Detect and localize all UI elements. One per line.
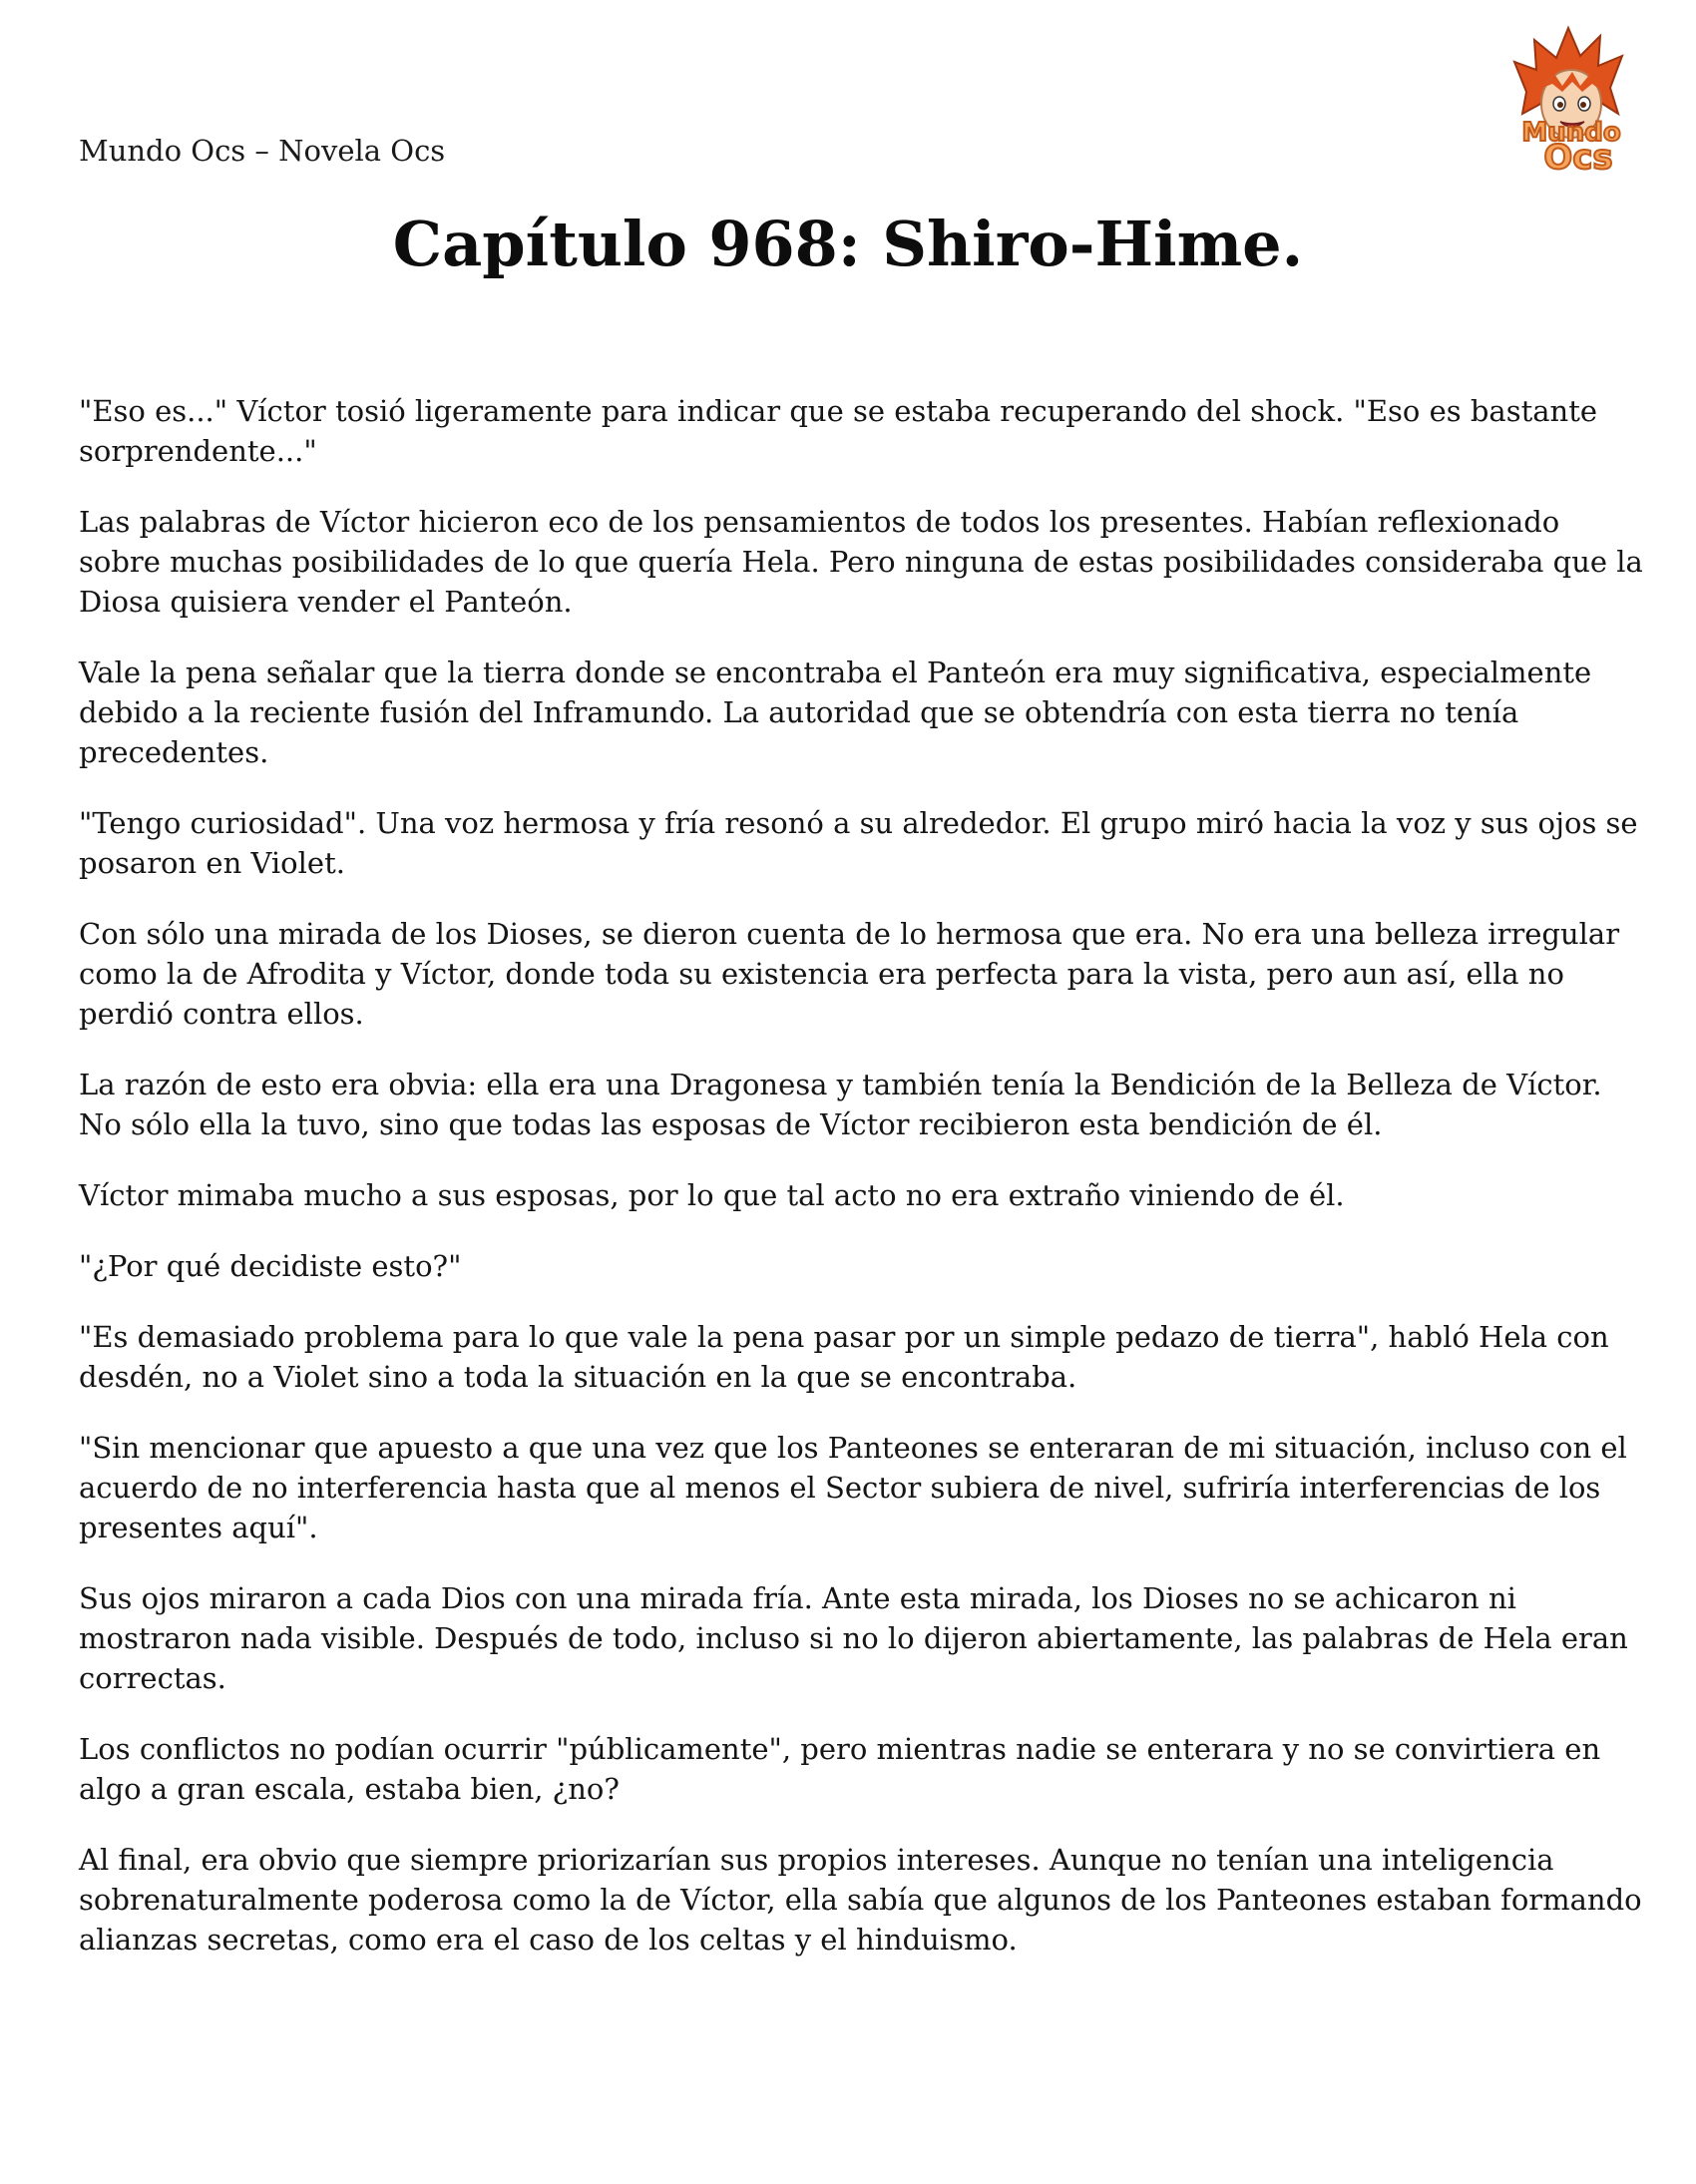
mundo-ocs-logo: [1496, 22, 1646, 177]
paragraph: "¿Por qué decidiste esto?": [79, 1249, 462, 1283]
paragraph: Los conflictos no podían ocurrir "públicamente", pero mientras nadie se enterara y no se convirtiera en algo a gran escala, estaba bien, ¿no?: [79, 1732, 1601, 1806]
paragraph: Con sólo una mirada de los Dioses, se dieron cuenta de lo hermosa que era. No era una belleza irregular como la de Afrodita y Víctor, donde toda su existencia era perfecta para la vista, pero aun así, ella no perdió contra ellos.: [79, 917, 1620, 1031]
logo-wordmark: [1496, 117, 1646, 177]
paragraph: "Es demasiado problema para lo que vale la pena pasar por un simple pedazo de tierra", habló Hela con desdén, no a Violet sino a toda la situación en la que se encontraba.: [79, 1320, 1609, 1394]
paragraph: Al final, era obvio que siempre priorizarían sus propios intereses. Aunque no tenían una inteligencia sobrenaturalmente poderosa como la de Víctor, ella sabía que algunos de los Panteones estaban formando alianzas secretas, como era el caso de los celtas y el hinduismo.: [79, 1843, 1642, 1957]
logo-word-mundo: Mundo: [1521, 118, 1621, 148]
paragraph: "Eso es..." Víctor tosió ligeramente para indicar que se estaba recuperando del shock. "Eso es bastante sorprendente...": [79, 394, 1598, 468]
paragraph: Sus ojos miraron a cada Dios con una mirada fría. Ante esta mirada, los Dioses no se achicaron ni mostraron nada visible. Después de todo, incluso si no lo dijeron abiertamente, las palabras de Hela eran correctas.: [79, 1581, 1628, 1695]
chapter-title: Capítulo 968: Shiro-Hime.: [392, 208, 1304, 280]
site-header-text: Mundo Ocs – Novela Ocs: [79, 134, 446, 168]
chapter-body: [79, 391, 1645, 1990]
paragraph: Víctor mimaba mucho a sus esposas, por lo que tal acto no era extraño viniendo de él.: [79, 1178, 1345, 1212]
paragraph: La razón de esto era obvia: ella era una Dragonesa y también tenía la Bendición de la Belleza de Víctor. No sólo ella la tuvo, sino que todas las esposas de Víctor recibieron esta bendición de él.: [79, 1068, 1602, 1141]
paragraph: "Tengo curiosidad". Una voz hermosa y fría resonó a su alrededor. El grupo miró hacia la voz y sus ojos se posaron en Violet.: [79, 806, 1638, 880]
logo-word-ocs: Ocs: [1543, 138, 1613, 177]
paragraph: Vale la pena señalar que la tierra donde se encontraba el Panteón era muy significativa, especialmente debido a la reciente fusión del Inframundo. La autoridad que se obtendría con esta tierra no tenía precedentes.: [79, 655, 1592, 769]
paragraph: "Sin mencionar que apuesto a que una vez que los Panteones se enteraran de mi situación, incluso con el acuerdo de no interferencia hasta que al menos el Sector subiera de nivel, sufriría interferencias de los presentes aquí".: [79, 1431, 1627, 1544]
paragraph: Las palabras de Víctor hicieron eco de los pensamientos de todos los presentes. Habían reflexionado sobre muchas posibilidades de lo que quería Hela. Pero ninguna de estas posibilidades consideraba que la Diosa quisiera vender el Panteón.: [79, 505, 1643, 619]
